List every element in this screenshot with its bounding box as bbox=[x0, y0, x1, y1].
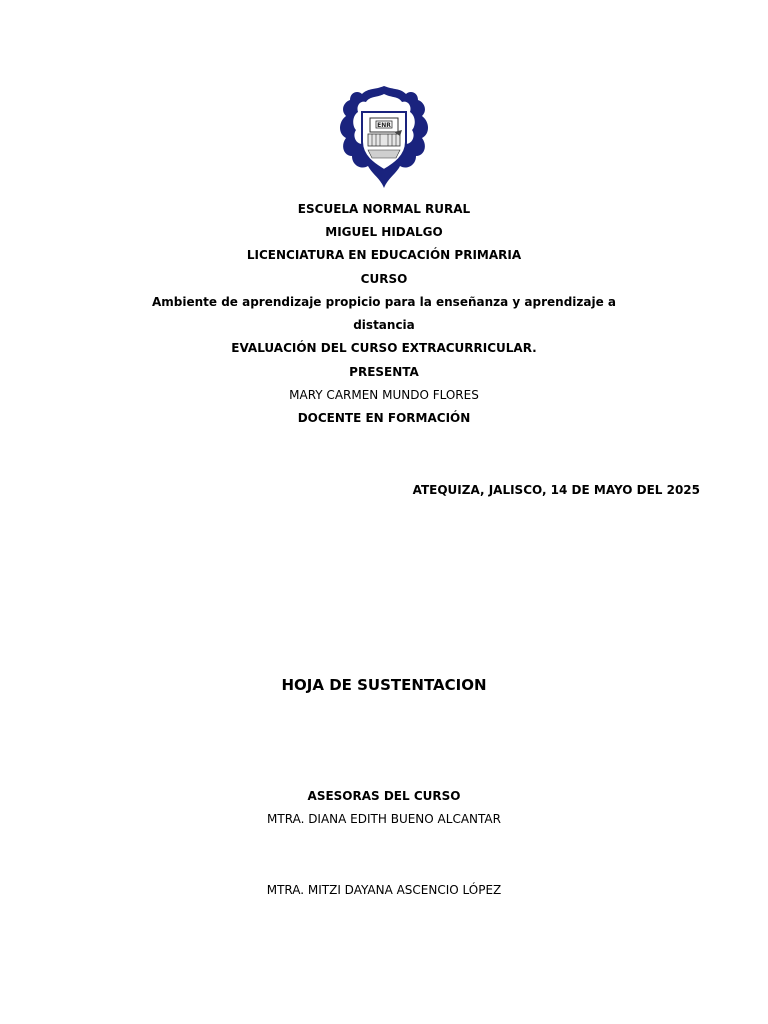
advisor-name-2: MTRA. MITZI DAYANA ASCENCIO LÓPEZ bbox=[266, 883, 502, 897]
school-name-line: MIGUEL HIDALGO bbox=[325, 225, 443, 239]
advisor-name-1: MTRA. DIANA EDITH BUENO ALCANTAR bbox=[267, 812, 501, 826]
school-line: ESCUELA NORMAL RURAL bbox=[297, 202, 471, 216]
degree-line: LICENCIATURA EN EDUCACIÓN PRIMARIA bbox=[246, 248, 522, 262]
evaluation-line: EVALUACIÓN DEL CURSO EXTRACURRICULAR. bbox=[231, 341, 537, 355]
school-crest-icon bbox=[334, 84, 434, 190]
student-name: MARY CARMEN MUNDO FLORES bbox=[289, 388, 479, 402]
sheet-title: HOJA DE SUSTENTACION bbox=[281, 676, 487, 694]
presenta-line: PRESENTA bbox=[349, 365, 419, 379]
course-title-line-1: Ambiente de aprendizaje propicio para la enseñanza y aprendizaje a bbox=[151, 295, 616, 309]
place-date: ATEQUIZA, JALISCO, 14 DE MAYO DEL 2025 bbox=[412, 483, 700, 497]
svg-text:ENR: ENR bbox=[377, 122, 391, 129]
student-role: DOCENTE EN FORMACIÓN bbox=[297, 411, 471, 425]
advisors-label: ASESORAS DEL CURSO bbox=[307, 789, 461, 803]
course-title-line-2: distancia bbox=[353, 318, 415, 332]
course-label: CURSO bbox=[360, 272, 408, 286]
